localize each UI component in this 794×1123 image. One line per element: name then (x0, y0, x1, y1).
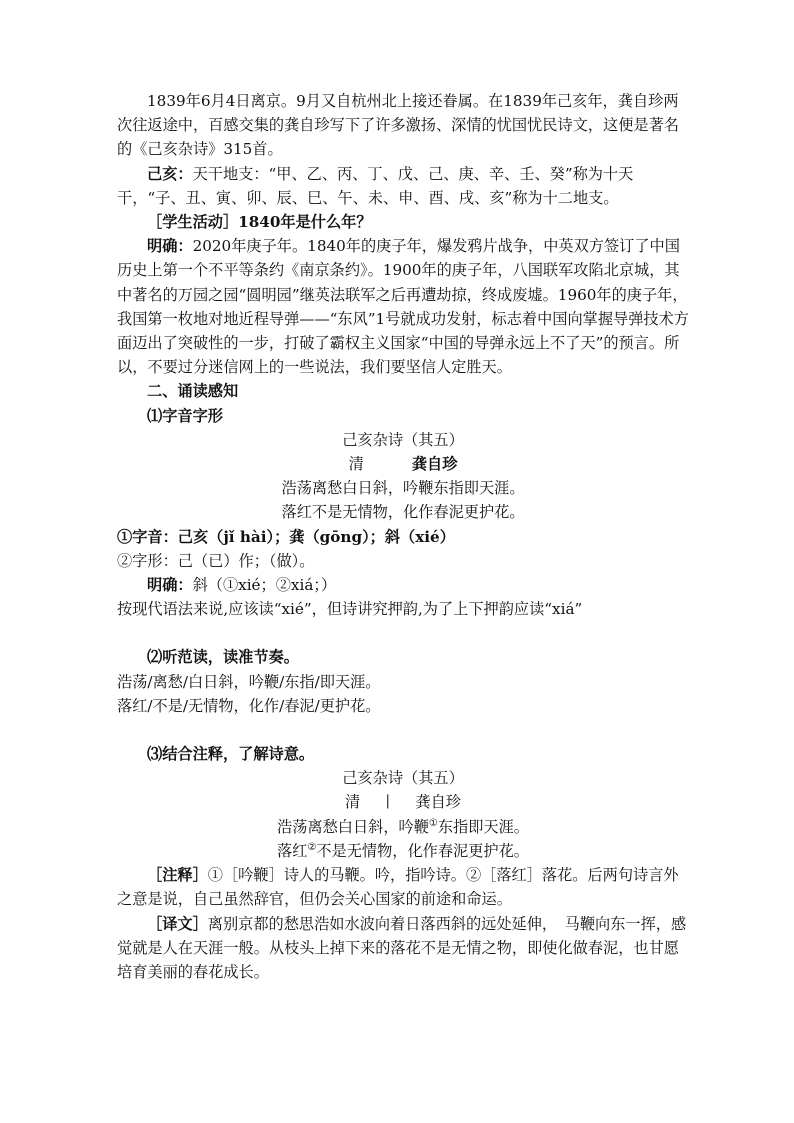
rhythm-line-2: 落红/不是/无情物，化作/春泥/更护花。 (117, 696, 381, 715)
rhythm-line-1: 浩荡/离愁/白日斜，吟鞭/东指/即天涯。 (117, 672, 381, 691)
poem2-line-1-part-a: 浩荡离愁白日斜，吟鞭 (277, 817, 429, 836)
jihai-label: 己亥： (147, 164, 193, 183)
document-body (117, 89, 689, 984)
clarify-text: 2020年庚子年。1840年的庚子年，爆发鸦片战争，中英双方签订了中国历史上第一个不平等条约《南京条约》。1900年的庚子年，八国联军攻陷北京城，其中著名的万园之园“圆明园”继英法联军之后再遭劫掠，终成废墟。1960年的庚子年，我国第一枚地对地近程导弹——“东风”1号就成功发射，标志着中国向掌握导弹技术方面迈出了突破性的一步，打破了霸权主义国家“中国的导弹永远上不了天”的预言。所以，不要过分迷信网上的一些说法，我们要坚信人定胜天。 (117, 237, 689, 377)
pronunciation-line: ①字音：己亥（jǐ hài）；龚（gōng）；斜（xié） (117, 527, 455, 546)
poem2-title: 己亥杂诗（其五） (342, 769, 464, 788)
translation-paragraph (117, 912, 689, 985)
clarify-label: 明确： (147, 576, 193, 595)
activity-clarify (117, 234, 689, 379)
poem2-line-1-part-b: 东指即天涯。 (437, 817, 529, 836)
activity-title: ［学生活动］1840年是什么年？ (147, 213, 372, 232)
footnote-marker-1: ① (428, 817, 438, 829)
translation-label: ［译文］ (147, 914, 208, 933)
annotation-paragraph (117, 863, 689, 911)
footnote-marker-2: ② (307, 841, 317, 853)
subsection-meaning: ⑶结合注释，了解诗意。 (147, 745, 315, 764)
subsection-rhythm: ⑵听范读，读准节奏。 (147, 648, 299, 667)
annotation-label: ［注释］ (147, 866, 208, 885)
poem2-separator: 丨 (380, 793, 396, 812)
jihai-paragraph (117, 162, 689, 210)
poem2-line-2 (117, 839, 689, 863)
clarify-label: 明确： (147, 237, 193, 256)
character-shape-line: ②字形：己（已）作；（做）。 (117, 551, 315, 570)
poem-line-1: 浩荡离愁白日斜，吟鞭东指即天涯。 (281, 479, 525, 498)
rhyme-note: 按现代语法来说,应该读“xié”，但诗讲究押韵,为了上下押韵应读“xiá” (117, 600, 583, 619)
clarify-text: 斜（①xié；②xiá；） (192, 576, 337, 595)
poem-dynasty: 清 (348, 455, 364, 474)
poem-author: 龚自珍 (411, 455, 458, 474)
poem2-line-2-part-a: 落红 (277, 841, 308, 860)
translation-text: 离别京都的愁思浩如水波向着日落西斜的远处延伸， 马鞭向东一挥，感觉就是人在天涯一般。从枝头上掉下来的落花不是无情之物，即使化做春泥，也甘愿培育美丽的春花成长。 (117, 914, 687, 981)
poem-title: 己亥杂诗（其五） (342, 430, 464, 449)
poem2-dynasty: 清 (345, 793, 361, 812)
poem-line-2: 落红不是无情物，化作春泥更护花。 (281, 503, 525, 522)
pronunciation-clarify (117, 573, 689, 597)
poem2-line-2-part-b: 不是无情物，化作春泥更护花。 (316, 841, 529, 860)
poem2-author: 龚自珍 (415, 793, 461, 812)
jihai-text: 天干地支：“甲、乙、丙、丁、戊、己、庚、辛、壬、癸”称为十天干，“子、丑、寅、卯、辰、巳、午、未、申、酉、戌、亥”称为十二地支。 (117, 164, 634, 207)
section-title: 二、诵读感知 (147, 382, 239, 401)
subsection-pronunciation: ⑴字音字形 (147, 406, 223, 425)
poem2-author-line (117, 790, 689, 814)
intro-paragraph: 1839年6月4日离京。9月又自杭州北上接还眷属。在1839年己亥年，龚自珍两次往返途中，百感交集的龚自珍写下了许多激扬、深情的忧国忧民诗文，这便是著名的《己亥杂诗》315首。 (117, 92, 679, 159)
poem-author-line (117, 452, 689, 476)
annotation-text: ①［吟鞭］诗人的马鞭。吟，指吟诗。②［落红］落花。后两句诗言外之意是说，自己虽然辞官，但仍会关心国家的前途和命运。 (117, 866, 679, 909)
poem2-line-1 (117, 815, 689, 839)
